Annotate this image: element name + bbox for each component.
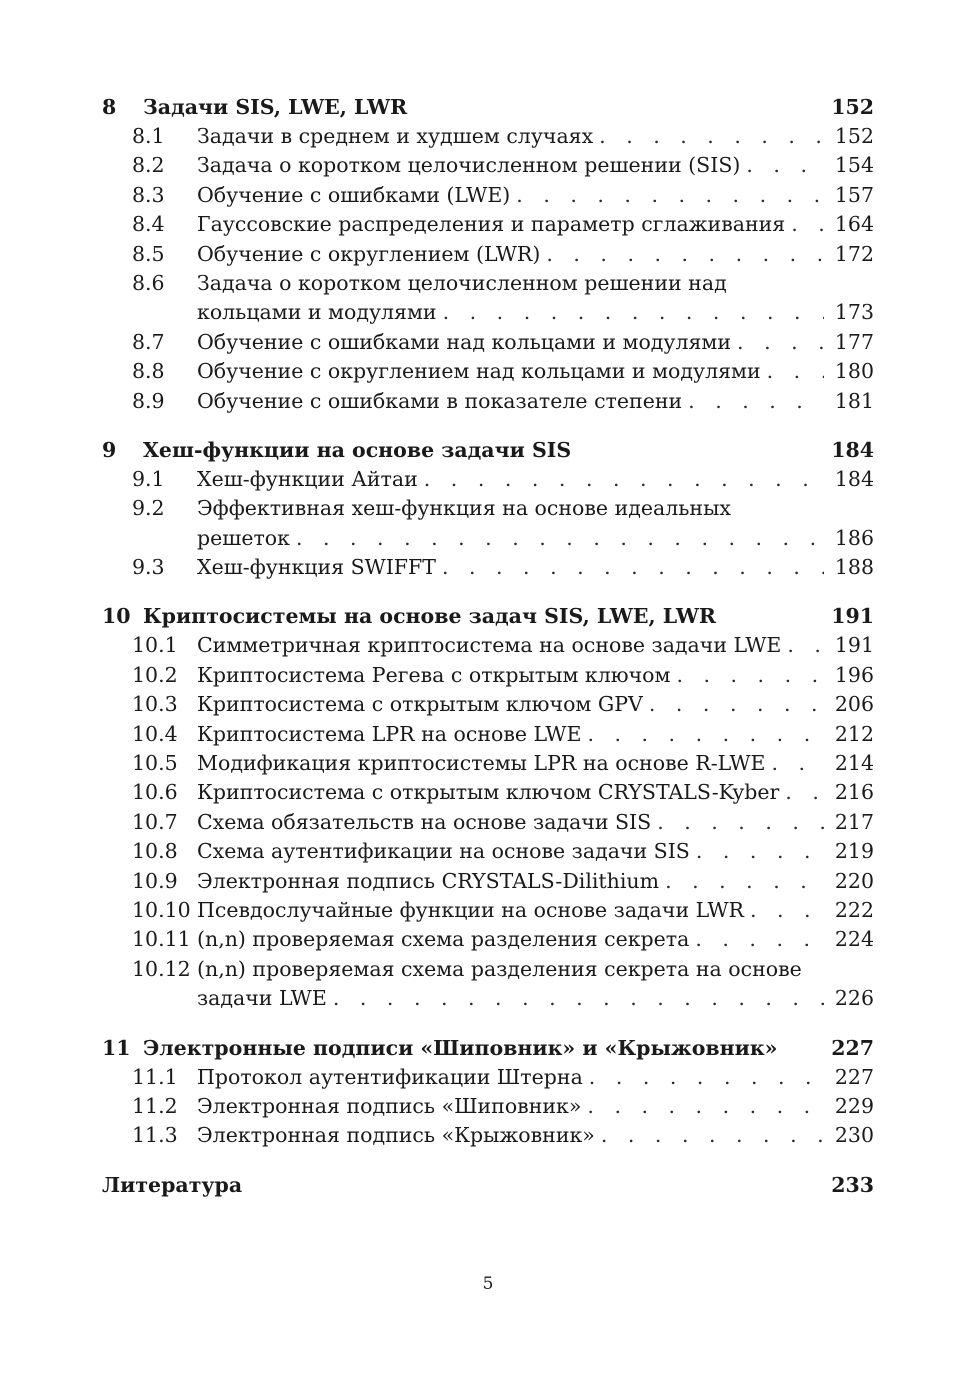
section-title-line (197, 210, 874, 239)
toc-entry[interactable] (102, 778, 874, 807)
section-body (197, 122, 874, 151)
section-title: задачи LWE (197, 986, 327, 1011)
section-page: 212 (834, 721, 874, 746)
toc-entry[interactable] (102, 749, 874, 778)
section-title: Электронная подпись «Крыжовник» (197, 1123, 595, 1148)
section-title-line (197, 1121, 874, 1150)
toc-entry[interactable] (102, 210, 874, 239)
bibliography-title: Литература (102, 1172, 243, 1197)
section-number: 10.3 (132, 692, 178, 717)
section-number: 10.11 (132, 927, 191, 952)
section-body (197, 328, 874, 357)
section-body (197, 240, 874, 269)
chapter-page: 191 (831, 604, 874, 629)
section-number: 8.2 (132, 153, 165, 178)
table-of-contents (102, 92, 874, 1200)
section-body (197, 1063, 874, 1092)
section-title-line (197, 808, 874, 837)
section-number: 10.8 (132, 839, 178, 864)
section-page: 230 (834, 1123, 874, 1148)
chapter-number: 9 (102, 437, 117, 462)
chapter-number: 8 (102, 95, 117, 119)
section-page: 184 (834, 466, 874, 491)
chapter-title: Электронные подписи «Шиповник» и «Крыжовник» (143, 1035, 778, 1060)
section-title-line (197, 328, 874, 357)
dot-leader (785, 210, 824, 239)
section-page: 229 (834, 1093, 874, 1118)
section-title-line (197, 925, 874, 954)
toc-entry[interactable] (102, 867, 874, 896)
section-title: Обучение с ошибками (LWE) (197, 182, 511, 207)
section-number: 10.9 (132, 868, 178, 893)
section-body (197, 631, 874, 660)
page-number: 5 (482, 1274, 494, 1294)
section-title: Криптосистема Регева с открытым ключом (197, 662, 671, 687)
toc-entry[interactable] (102, 328, 874, 357)
section-number: 8.7 (132, 329, 165, 354)
section-title: Обучение с округлением (LWR) (197, 241, 541, 266)
section-title: Схема аутентификации на основе задачи SIS (197, 839, 690, 864)
section-title-line (197, 240, 874, 269)
chapter-heading[interactable] (102, 92, 874, 122)
section-title-line (197, 631, 874, 660)
section-title-line (197, 661, 874, 690)
section-title: (n,n) проверяемая схема разделения секрета (197, 927, 690, 952)
dot-leader (643, 690, 824, 719)
section-title-line (197, 690, 874, 719)
toc-entry[interactable] (102, 387, 874, 416)
section-number: 8.5 (132, 241, 165, 266)
dot-leader (436, 553, 824, 582)
dot-leader (682, 387, 824, 416)
dot-leader (540, 240, 824, 269)
section-page: 172 (834, 241, 874, 266)
section-title-line (197, 896, 874, 925)
section-body (197, 955, 874, 1014)
section-number: 9.2 (132, 496, 165, 521)
section-title: Задачи в среднем и худшем случаях (197, 124, 594, 148)
toc-entry[interactable] (102, 661, 874, 690)
section-title: Обучение с округлением над кольцами и модулями (197, 359, 761, 384)
section-title: Гауссовские распределения и параметр сглаживания (197, 212, 786, 237)
section-page: 220 (834, 868, 874, 893)
dot-leader (418, 465, 824, 494)
section-number: 10.5 (132, 751, 178, 776)
section-title-line (197, 387, 874, 416)
section-title: Криптосистема LPR на основе LWE (197, 721, 582, 746)
section-title-line (197, 1092, 874, 1121)
section-page: 196 (834, 662, 874, 687)
section-body (197, 749, 874, 778)
section-title-line (197, 720, 874, 749)
section-number: 9.1 (132, 466, 165, 491)
dot-leader (690, 837, 824, 866)
section-body (197, 925, 874, 954)
toc-entry[interactable] (102, 1063, 874, 1092)
section-title-line (197, 867, 874, 896)
section-title: Симметричная криптосистема на основе задачи LWE (197, 633, 782, 658)
toc-entry[interactable] (102, 494, 874, 553)
section-number: 10.10 (132, 897, 191, 922)
section-number: 8.8 (132, 359, 165, 384)
dot-leader (651, 808, 824, 837)
dot-leader (740, 151, 824, 180)
section-title-line (197, 749, 874, 778)
chapter-page: 227 (831, 1035, 874, 1060)
section-number: 10.6 (132, 780, 178, 805)
section-title-line (197, 837, 874, 866)
section-number: 11.3 (132, 1123, 178, 1148)
section-body (197, 867, 874, 896)
section-body (197, 1121, 874, 1150)
section-title-line (197, 269, 874, 298)
section-number: 10.2 (132, 662, 178, 687)
section-page: 173 (834, 300, 874, 325)
section-body (197, 151, 874, 180)
section-title: Криптосистема с открытым ключом GPV (197, 692, 643, 717)
section-page: 154 (834, 153, 874, 178)
section-title-line (197, 984, 874, 1013)
toc-entry[interactable] (102, 122, 874, 151)
chapter-title: Задачи SIS, LWE, LWR (143, 95, 408, 119)
dot-leader (581, 720, 824, 749)
dot-leader (593, 122, 824, 151)
chapter-title: Криптосистемы на основе задач SIS, LWE, LWR (143, 604, 716, 629)
dot-leader (510, 181, 824, 210)
section-title-line (197, 465, 874, 494)
toc-entry[interactable] (102, 269, 874, 328)
section-number: 11.1 (132, 1064, 178, 1089)
section-body (197, 1092, 874, 1121)
section-number: 8.6 (132, 270, 165, 295)
section-number: 8.4 (132, 212, 165, 237)
toc-entry[interactable] (102, 553, 874, 582)
section-page: 216 (834, 780, 874, 805)
section-title-line (197, 181, 874, 210)
toc-entry[interactable] (102, 1121, 874, 1150)
bibliography-page: 233 (831, 1172, 874, 1197)
section-title-line (197, 151, 874, 180)
section-title-line (197, 122, 874, 151)
section-page: 222 (834, 897, 874, 922)
section-number: 8.1 (132, 124, 165, 148)
section-title: Модификация криптосистемы LPR на основе R-LWE (197, 751, 766, 776)
toc-entry[interactable] (102, 151, 874, 180)
section-body (197, 837, 874, 866)
section-title: Схема обязательств на основе задачи SIS (197, 809, 652, 834)
dot-leader (670, 661, 824, 690)
toc-entry[interactable] (102, 690, 874, 719)
section-page: 227 (834, 1064, 874, 1089)
dot-leader (595, 1121, 824, 1150)
section-title: Обучение с ошибками над кольцами и модулями (197, 329, 732, 354)
section-page: 217 (834, 809, 874, 834)
dot-leader (779, 778, 824, 807)
section-body (197, 494, 874, 553)
section-page: 177 (834, 329, 874, 354)
chapter-heading[interactable] (102, 601, 874, 631)
section-title-line (197, 524, 874, 553)
section-number: 8.9 (132, 388, 165, 413)
section-number: 11.2 (132, 1093, 178, 1118)
section-page: 226 (834, 986, 874, 1011)
section-title-line (197, 357, 874, 386)
bibliography-heading[interactable] (102, 1170, 874, 1200)
section-body (197, 357, 874, 386)
dot-leader (766, 749, 825, 778)
chapter-number: 10 (102, 604, 131, 629)
toc-entry[interactable] (102, 837, 874, 866)
dot-leader (731, 328, 824, 357)
toc-entry[interactable] (102, 465, 874, 494)
section-body (197, 465, 874, 494)
section-page: 224 (834, 927, 874, 952)
section-number: 10.12 (132, 956, 191, 981)
toc-entry[interactable] (102, 357, 874, 386)
dot-leader (583, 1063, 824, 1092)
toc-entry[interactable] (102, 181, 874, 210)
section-body (197, 896, 874, 925)
section-body (197, 553, 874, 582)
section-body (197, 720, 874, 749)
toc-entry[interactable] (102, 896, 874, 925)
section-number: 10.1 (132, 633, 178, 658)
chapter-heading[interactable] (102, 435, 874, 465)
section-title-line (197, 778, 874, 807)
section-page: 188 (834, 555, 874, 580)
chapter-title: Хеш-функции на основе задачи SIS (143, 437, 572, 462)
toc-entry[interactable] (102, 240, 874, 269)
section-title: Хеш-функции Айтаи (197, 466, 418, 491)
section-title-line (197, 494, 874, 523)
section-title: Обучение с ошибками в показателе степени (197, 388, 683, 413)
section-body (197, 661, 874, 690)
dot-leader (437, 298, 824, 327)
section-page: 219 (834, 839, 874, 864)
dot-leader (744, 896, 824, 925)
dot-leader (761, 357, 824, 386)
section-page: 164 (834, 212, 874, 237)
section-title: Хеш-функция SWIFFT (197, 555, 436, 580)
toc-entry[interactable] (102, 925, 874, 954)
toc-entry[interactable] (102, 720, 874, 749)
toc-entry[interactable] (102, 955, 874, 1014)
chapter-page: 184 (831, 437, 874, 462)
section-title-line (197, 955, 874, 984)
section-page: 181 (834, 388, 874, 413)
chapter-heading[interactable] (102, 1033, 874, 1063)
dot-leader (327, 984, 824, 1013)
section-page: 180 (834, 359, 874, 384)
section-title-first-line: Эффективная хеш-функция на основе идеальных (197, 496, 731, 521)
section-title-line (197, 298, 874, 327)
section-number: 10.7 (132, 809, 178, 834)
section-title-line (197, 553, 874, 582)
section-title: Протокол аутентификации Штерна (197, 1064, 583, 1089)
dot-leader (689, 925, 824, 954)
section-title-line (197, 1063, 874, 1092)
section-title: Электронная подпись CRYSTALS-Dilithium (197, 868, 660, 893)
section-page: 191 (834, 633, 874, 658)
section-number: 9.3 (132, 555, 165, 580)
section-body (197, 387, 874, 416)
section-title: Задача о коротком целочисленном решении (SIS) (197, 153, 741, 178)
section-page: 214 (834, 751, 874, 776)
dot-leader (290, 524, 824, 553)
section-title-first-line: (n,n) проверяемая схема разделения секрета на основе (197, 956, 802, 981)
chapter-page: 152 (831, 95, 874, 119)
section-page: 206 (834, 692, 874, 717)
section-number: 8.3 (132, 182, 165, 207)
section-number: 10.4 (132, 721, 178, 746)
section-title-first-line: Задача о коротком целочисленном решении над (197, 270, 727, 295)
section-title: Криптосистема с открытым ключом CRYSTALS-Kyber (197, 780, 780, 805)
section-body (197, 808, 874, 837)
section-page: 157 (834, 182, 874, 207)
section-title: Электронная подпись «Шиповник» (197, 1093, 582, 1118)
chapter-number: 11 (102, 1035, 131, 1060)
section-body (197, 269, 874, 328)
toc-entry[interactable] (102, 1092, 874, 1121)
section-page: 186 (834, 525, 874, 550)
section-page: 152 (834, 124, 874, 148)
dot-leader (781, 631, 824, 660)
dot-leader (659, 867, 824, 896)
section-title: Псевдослучайные функции на основе задачи LWR (197, 897, 744, 922)
section-body (197, 210, 874, 239)
section-title: кольцами и модулями (197, 300, 437, 325)
section-body (197, 690, 874, 719)
section-body (197, 181, 874, 210)
dot-leader (581, 1092, 824, 1121)
section-title: решеток (197, 525, 290, 550)
toc-entry[interactable] (102, 808, 874, 837)
section-body (197, 778, 874, 807)
toc-entry[interactable] (102, 631, 874, 660)
